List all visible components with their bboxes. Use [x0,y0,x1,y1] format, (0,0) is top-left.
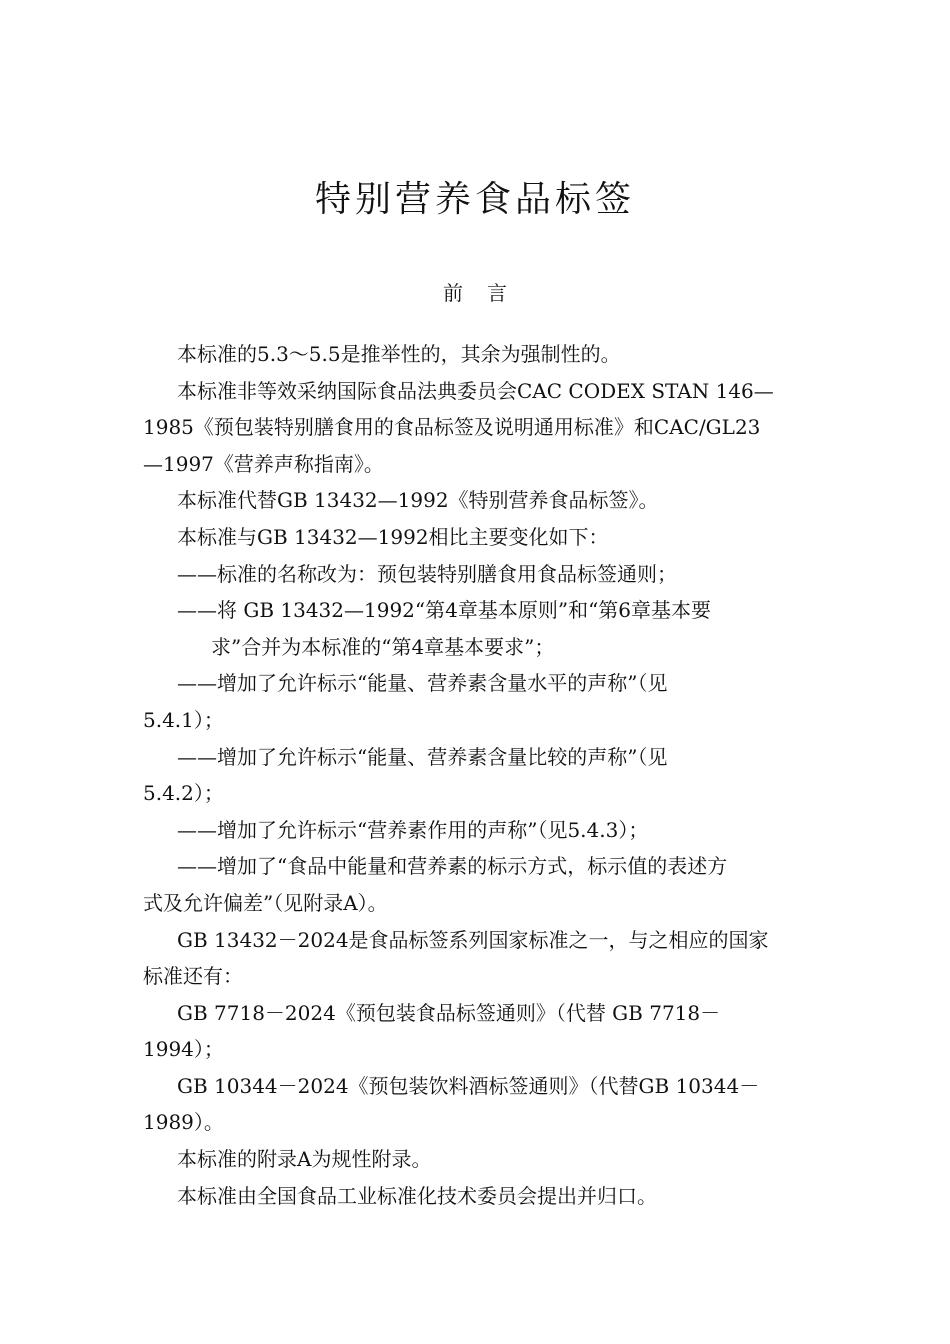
document-title: 特别营养食品标签 [314,179,635,220]
paragraph [143,592,809,665]
text-line: ——增加了允许标示“营养素作用的声称”（见5.4.3）； [177,817,649,842]
paragraph [143,848,809,921]
paragraph [143,519,809,556]
paragraph [143,995,809,1068]
text-line: ——增加了允许标示“能量、营养素含量比较的声称”（见 [177,744,668,769]
paragraph [143,1178,809,1215]
text-line: GB 13432－2024是食品标签系列国家标准之一，与之相应的国家 [177,927,769,952]
text-line: 5.4.2）； [143,781,224,806]
text-line: GB 7718－2024《预包装食品标签通则》（代替 GB 7718－ [177,1000,721,1025]
text-line: 本标准与GB 13432—1992相比主要变化如下： [177,524,609,549]
text-line: ——增加了“食品中能量和营养素的标示方式，标示值的表述方 [177,854,728,879]
paragraph [143,812,809,849]
text-line: ——将 GB 13432—1992“第4章基本原则”和“第6章基本要 [177,598,712,623]
paragraph [143,665,809,738]
paragraph [143,922,809,995]
paragraph [143,739,809,812]
text-line: 本标准非等效采纳国际食品法典委员会CAC CODEX STAN 146— [177,378,774,403]
paragraph [143,336,809,373]
text-line: 本标准的5.3～5.5是推举性的，其余为强制性的。 [177,342,621,366]
text-line: ——标准的名称改为：预包装特别膳食用食品标签通则； [177,561,677,586]
paragraph [143,373,809,483]
text-line: 5.4.1）； [143,707,224,732]
text-line: 1994）； [143,1037,224,1062]
paragraph [143,1141,809,1178]
text-line: GB 10344－2024《预包装饮料酒标签通则》（代替GB 10344－ [177,1073,760,1098]
text-line: 本标准的附录A为规性附录。 [177,1147,432,1172]
text-line: ——增加了允许标示“能量、营养素含量水平的声称”（见 [177,671,668,696]
text-line: 本标准由全国食品工业标准化技术委员会提出并归口。 [177,1183,657,1208]
text-line: 1989）。 [143,1110,224,1135]
paragraph [143,1068,809,1141]
text-line: 标准还有： [143,964,243,989]
text-line: 式及允许偏差”（见附录A）。 [143,890,388,915]
paragraph [143,482,809,519]
text-line: 本标准代替GB 13432—1992《特别营养食品标签》。 [177,488,659,513]
paragraph [143,556,809,593]
text-line: 1985《预包装特别膳食用的食品标签及说明通用标准》和CAC/GL23 [143,415,761,440]
section-title-foreword: 前言 [443,281,531,305]
text-line: 求”合并为本标准的“第4章基本要求”； [211,634,555,659]
text-line: —1997《营养声称指南》。 [143,451,384,476]
document-body [143,336,809,1214]
